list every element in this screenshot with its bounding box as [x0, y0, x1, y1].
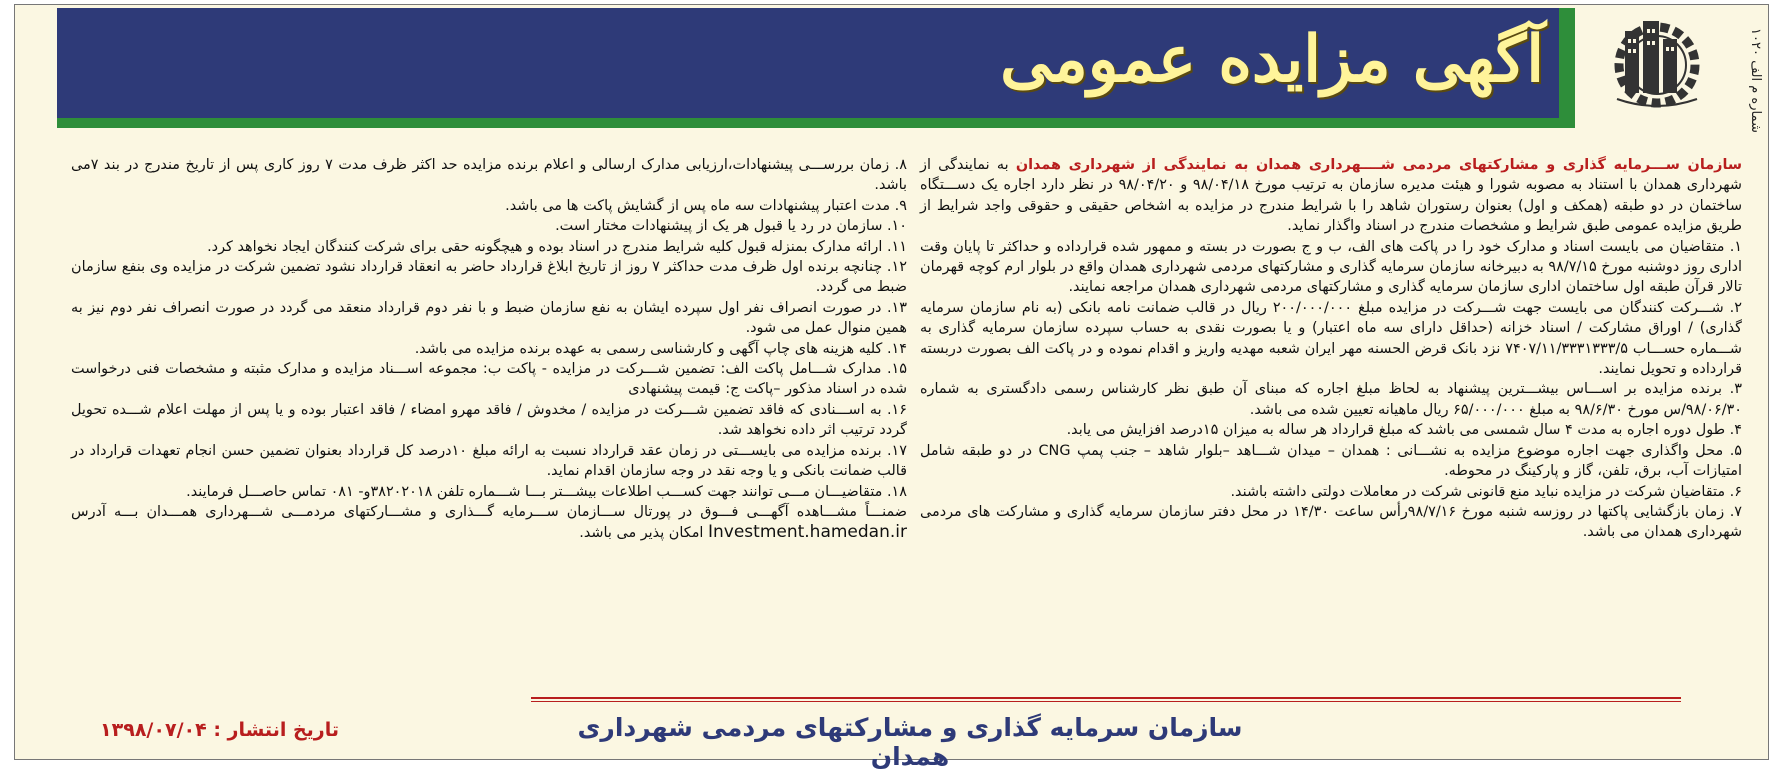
terms-right-column	[920, 155, 1742, 543]
list-item: ۱۳. در صورت انصراف نفر اول سپرده ایشان به نفع سازمان ضبط و با نفر دوم قرارداد منعقد می گردد در صورت انصراف نفر دوم نیز به همین منوال عمل می شود.	[71, 299, 907, 337]
list-item: ۳. برنده مزایده بر اســـاس بیشـــترین پیشنهاد به لحاظ مبلغ اجاره که مبنای آن طبق نظر کارشناس رسمی دادگستری به شماره ۹۸/۰۶/۳۰/س مورخ ۹۸/۶/۳۰ به مبلغ ۶۵/۰۰۰/۰۰۰ ریال ماهیانه تعیین شده می باشد.	[920, 381, 1742, 418]
list-item: ۱۰. سازمان در رد یا قبول هر یک از پیشنهادات مختار است.	[555, 218, 907, 235]
notice-frame	[14, 4, 1769, 771]
publish-date: تاریخ انتشار : ۱۳۹۸/۰۷/۰۴	[100, 719, 339, 741]
terms-left-column	[71, 155, 907, 544]
footer-divider-thin	[531, 701, 1681, 702]
portal-link[interactable]: Investment.hamedan.ir	[707, 522, 907, 543]
list-item: ۸. زمان بررســـی پیشنهادات،ارزیابی مدارک ارسالی و اعلام برنده مزایده حد اکثر ظرف مدت ۷ روز کاری پس از تاریخ مندرج در بند ۷می باشد.	[71, 157, 907, 194]
list-item: ۵. محل واگذاری جهت اجاره موضوع مزایده به نشـــانی : همدان – میدان شـــاهد –بلوار شاهد – جنب پمپ CNG در دو طبقه شامل امتیازات آب، برق، تلفن، گاز و پارکینگ در محوطه.	[920, 442, 1742, 480]
page-title: آگهی مزایده عمومی	[1000, 22, 1544, 97]
banner-accent	[1559, 8, 1575, 128]
closing-tail: امکان پذیر می باشد.	[579, 525, 708, 542]
list-item: ۲. شـــرکت کنندگان می بایست جهت شـــرکت در مزایده مبلغ ۲۰۰/۰۰۰/۰۰۰ ریال در قالب ضمانت نامه بانکی (به نام سازمان سرمایه گذاری) / اوراق مشارکت / اسناد خزانه (حداقل دارای سه ماه اعتبار) و یا بصورت نقدی به حساب سپرده سازمان سرمایه گذاری به شـــماره حســـاب ۷۴۰۷/۱۱/۳۳۳۱۳۳۳/۵ نزد بانک قرض الحسنه مهر ایران شعبه مهدیه واریز و اقدام نموده و در پاکت الف بصورت دربسته قرارداده و تحویل نمایند.	[920, 299, 1742, 378]
organization-logo-icon	[1587, 13, 1727, 121]
list-item: ۱۵. مدارک شـــامل پاکت الف: تضمین شـــرکت در مزایده - پاکت ب: مجموعه اســـناد مزایده و مدارک مثبته و مشخصات فنی درخواست شده در اسناد مذکور –پاکت ج: قیمت پیشنهادی	[71, 361, 907, 398]
list-item: ۹. مدت اعتبار پیشنهادات سه ماه پس از گشایش پاکت ها می باشد.	[505, 197, 907, 214]
list-item: ۱۴. کلیه هزینه های چاپ آگهی و کارشناسی رسمی به عهده برنده مزایده می باشد.	[414, 340, 907, 357]
issue-number: شماره م الف ۱۰۲۰	[1748, 28, 1763, 133]
list-item: ۱. متقاضیان می بایست اسناد و مدارک خود را در پاکت های الف، ب و ج بصورت در بسته و ممهور شده قرارداده و حداکثر تا پایان وقت اداری روز دوشنبه مورخ ۹۸/۷/۱۵ به دبیرخانه سازمان سرمایه گذاری و مشارکتهای مردمی شهرداری همدان واقع در بلوار ارم کوچه قهرمان تالار قرآن طبقه اول ساختمان اداری سازمان سرمایه گذاری و مشارکتهای مردمی شهرداری همدان مراجعه نمایند.	[920, 238, 1742, 296]
list-item: ۱۲. چنانچه برنده اول ظرف مدت حداکثر ۷ روز از تاریخ ابلاغ قرارداد حاضر به انعقاد قرارداد نشود تضمین شرکت در مزایده وی بنفع سازمان ضبط می گردد.	[71, 259, 907, 296]
list-item: ۱۱. ارائه مدارک بمنزله قبول کلیه شرایط مندرج در اسناد بوده و هیچگونه حقی برای شرکت کنندگان ایجاد نخواهد کرد.	[207, 238, 907, 255]
intro-organization: سازمان ســـرمایه گذاری و مشارکتهای مردمی شــــهرداری همدان به نمایندگی از شهرداری همدان	[1015, 157, 1742, 173]
intro-body: به نمایندگی از شهرداری همدان با استناد به مصوبه شورا و هیئت مدیره سازمان به ترتیب مورخ ۹۸/۰۴/۱۸ و ۹۸/۰۴/۲۰ در نظر دارد اجاره یک دســـتگاه ساختمان در دو طبقه (همکف و اول) بعنوان رستوران شاهد را با شرایط مندرج در مزایده به اشخاص حقیقی و حقوقی واجد شرایط از طریق مزایده عمومی طبق شرایط و مشخصات مندرج در اسناد واگذار نماید.	[920, 157, 1742, 235]
list-item: ۴. طول دوره اجاره به مدت ۴ سال شمسی می باشد که مبلغ قرارداد هر ساله به میزان ۱۵درصد افزایش می یابد.	[1066, 422, 1742, 439]
list-item: ۱۶. به اســـنادی که فاقد تضمین شـــرکت در مزایده / مخدوش / فاقد مهرو امضاء / فاقد اعتبار بوده و یا پس از مهلت اعلام شـــده تحویل گردد ترتیب اثر داده نخواهد شد.	[71, 401, 907, 439]
list-item: ۱۷. برنده مزایده می بایســـتی در زمان عقد قرارداد نسبت به ارائه مبلغ ۱۰درصد کل قرارداد بعنوان تضمین حسن انجام تعهدات قرارداد در قالب ضمانت بانکی و یا وجه نقد در وجه سازمان اقدام نماید.	[71, 442, 907, 480]
footer-divider	[531, 697, 1681, 699]
footer-organization: سازمان سرمایه گذاری و مشارکتهای مردمی شهرداری همدان	[577, 713, 1243, 771]
closing-paragraph	[71, 502, 907, 544]
list-item: ۷. زمان بازگشایی پاکتها در روزسه شنبه مورخ ۹۸/۷/۱۶رأس ساعت ۱۴/۳۰ در محل دفتر سازمان سرمایه گذاری و مشارکت های مردمی شهرداری همدان می باشد.	[920, 503, 1743, 541]
intro-paragraph	[920, 155, 1742, 237]
closing-text: ضمنـــاً مشـــاهده آگهـــی فـــوق در پورتال ســـازمان ســـرمایه گـــذاری و مشـــارکتهای مردمـــی شـــهرداری همـــدان بـــه آدرس	[71, 503, 907, 520]
list-item: ۱۸. متقاضیـــان مـــی توانند جهت کســـب اطلاعات بیشـــتر بـــا شـــماره تلفن ۳۸۲۰۲۰۱۸و- ۰۸۱ تماس حاصـــل فرمایند.	[186, 483, 907, 500]
header-banner	[57, 8, 1572, 128]
list-item: ۶. متقاضیان شرکت در مزایده نباید منع قانونی شرکت در معاملات دولتی داشته باشند.	[1230, 483, 1742, 500]
